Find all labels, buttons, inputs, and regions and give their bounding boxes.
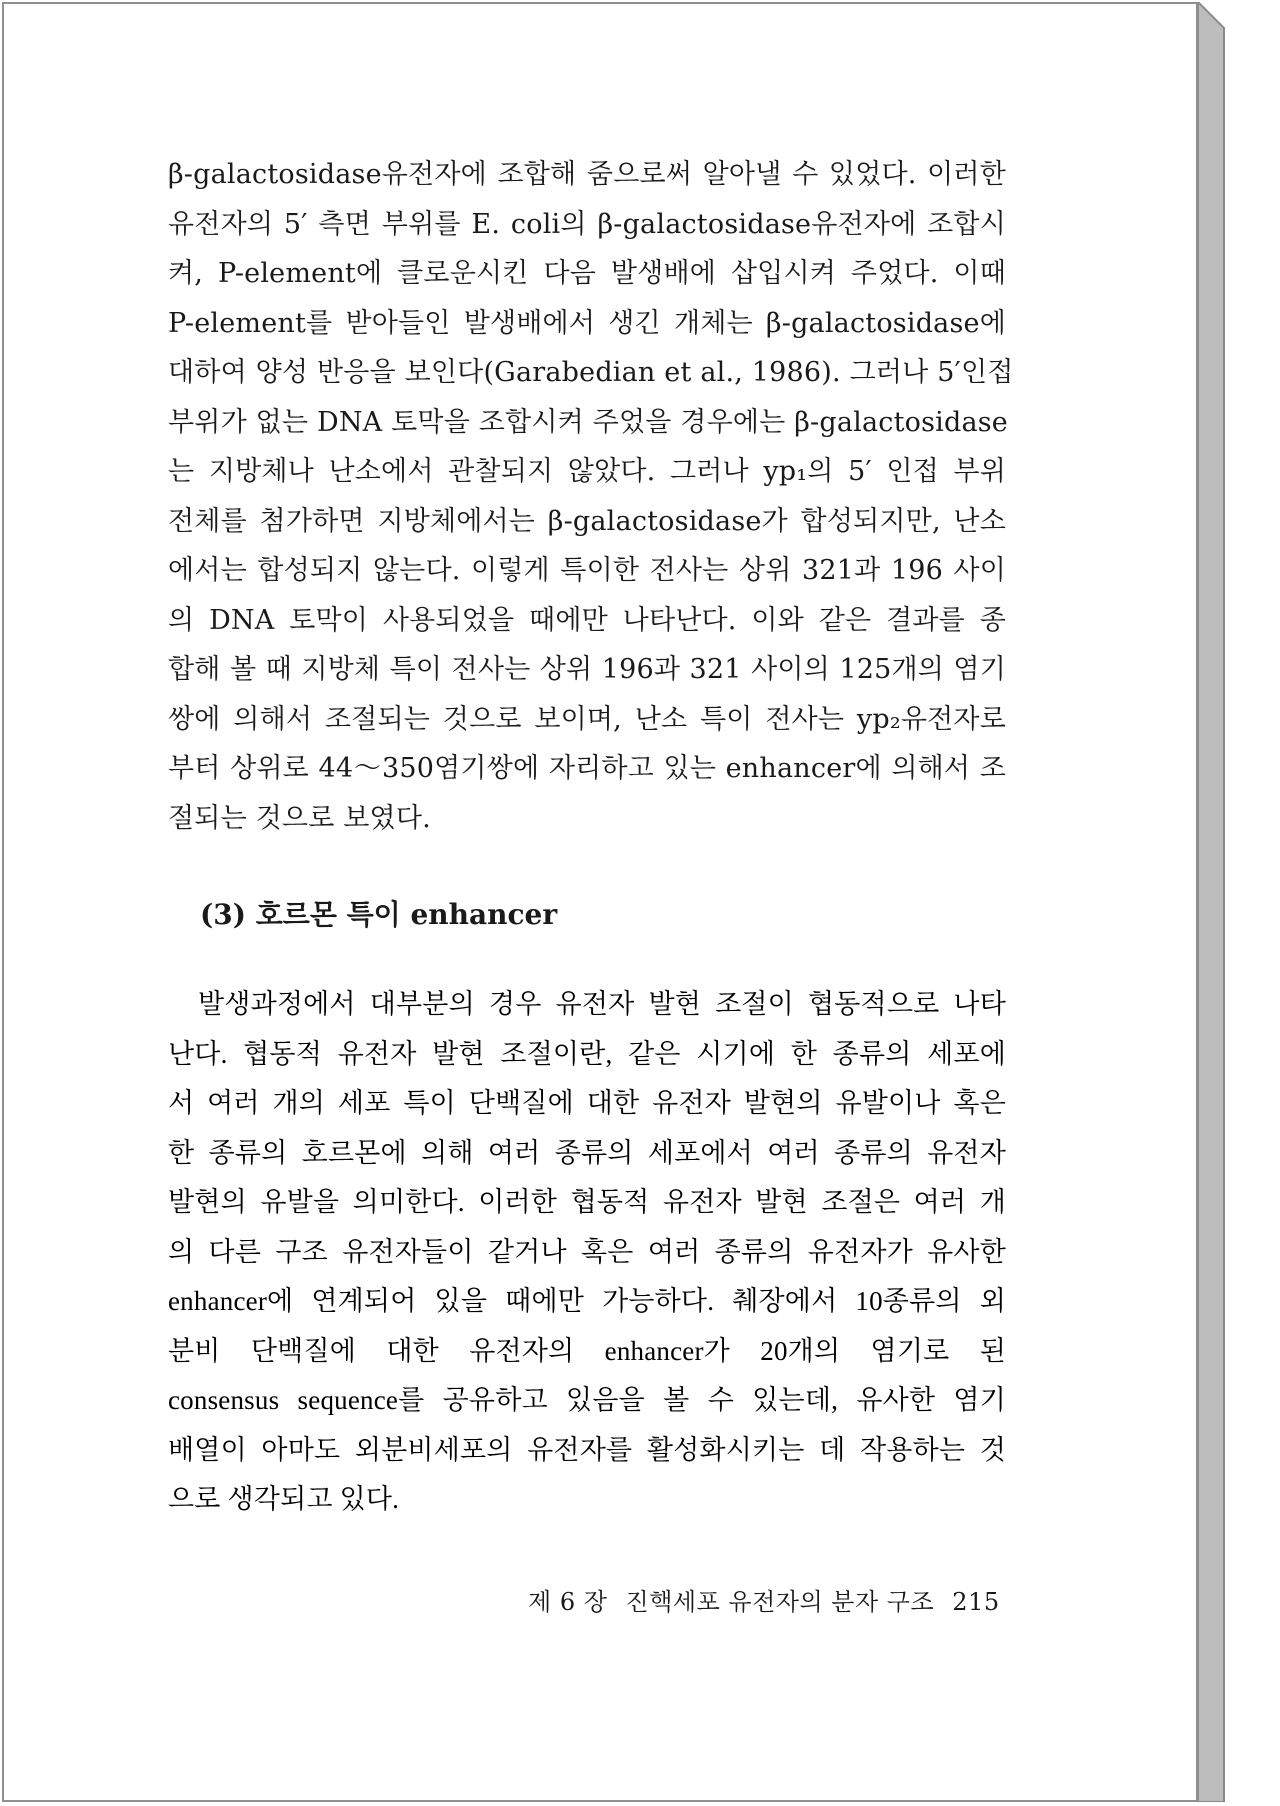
text-line: β-galactosidase유전자에 조합해 줌으로써 알아낼 수 있었다. 이러한 (168, 159, 1006, 190)
paragraph-1 (168, 150, 1014, 843)
text-line: 전체를 첨가하면 지방체에서는 β-galactosidase가 합성되지만, 난소 (168, 505, 1006, 537)
text-line: 의 DNA 토막이 사용되었을 때에만 나타난다. 이와 같은 결과를 종 (168, 604, 1006, 636)
text-line: 서 여러 개의 세포 특이 단백질에 대한 유전자 발현의 유발이나 혹은 (168, 1088, 1006, 1118)
text-line: 에서는 합성되지 않는다. 이렇게 특이한 전사는 상위 321과 196 사이 (168, 555, 1006, 586)
text-line: 유전자의 5′ 측면 부위를 E. coli의 β-galactosidase유전자에 조합시 (168, 208, 1006, 240)
text-line: enhancer에 연계되어 있을 때에만 가능하다. 췌장에서 10종류의 외 (168, 1286, 1006, 1316)
section-heading: (3) 호르몬 특이 enhancer (200, 898, 558, 931)
paragraph-2 (168, 980, 1006, 1525)
body-text (168, 150, 1014, 843)
body-text-2 (168, 980, 1006, 1525)
chapter-label: 제 6 장 (528, 1588, 608, 1616)
text-line: 는 지방체나 난소에서 관찰되지 않았다. 그러나 yp₁의 5′ 인접 부위 (168, 456, 1006, 487)
text-line: 분비 단백질에 대한 유전자의 enhancer가 20개의 염기로 된 (168, 1335, 1006, 1366)
text-line: 난다. 협동적 유전자 발현 조절이란, 같은 시기에 한 종류의 세포에 (168, 1038, 1006, 1069)
text-line: 발현의 유발을 의미한다. 이러한 협동적 유전자 발현 조절은 여러 개 (168, 1187, 1006, 1217)
text-line: consensus sequence를 공유하고 있음을 볼 수 있는데, 유사한 염기 (168, 1385, 1006, 1415)
text-line: 한 종류의 호르몬에 의해 여러 종류의 세포에서 여러 종류의 유전자 (168, 1137, 1006, 1168)
text-line: 절되는 것으로 보였다. (168, 802, 431, 834)
text-line: 으로 생각되고 있다. (168, 1484, 400, 1514)
book-spine (1198, 2, 1238, 1802)
text-line: 쌍에 의해서 조절되는 것으로 보이며, 난소 특이 전사는 yp₂유전자로 (168, 703, 1006, 735)
text-line: P-element를 받아들인 발생배에서 생긴 개체는 β-galactosidase에 (168, 307, 1006, 339)
page-footer (528, 1582, 1010, 1617)
text-line: 켜, P-element에 클로운시킨 다음 발생배에 삽입시켜 주었다. 이때 (168, 258, 1006, 289)
text-line: 배열이 아마도 외분비세포의 유전자를 활성화시키는 데 작용하는 것 (168, 1434, 1006, 1465)
text-line: 의 다른 구조 유전자들이 같거나 혹은 여러 종류의 유전자가 유사한 (168, 1236, 1006, 1267)
chapter-title: 진핵세포 유전자의 분자 구조 (625, 1588, 935, 1616)
page-number: 215 (952, 1588, 1000, 1616)
text-line: 발생과정에서 대부분의 경우 유전자 발현 조절이 협동적으로 나타 (198, 989, 1006, 1019)
text-line: 부위가 없는 DNA 토막을 조합시켜 주었을 경우에는 β-galactosidase (168, 406, 1008, 438)
text-line: 부터 상위로 44～350염기쌍에 자리하고 있는 enhancer에 의해서 조 (168, 753, 1006, 784)
text-line: 대하여 양성 반응을 보인다(Garabedian et al., 1986). 그러나 5′인접 (168, 357, 1014, 388)
text-line: 합해 볼 때 지방체 특이 전사는 상위 196과 321 사이의 125개의 염기 (168, 654, 1006, 685)
